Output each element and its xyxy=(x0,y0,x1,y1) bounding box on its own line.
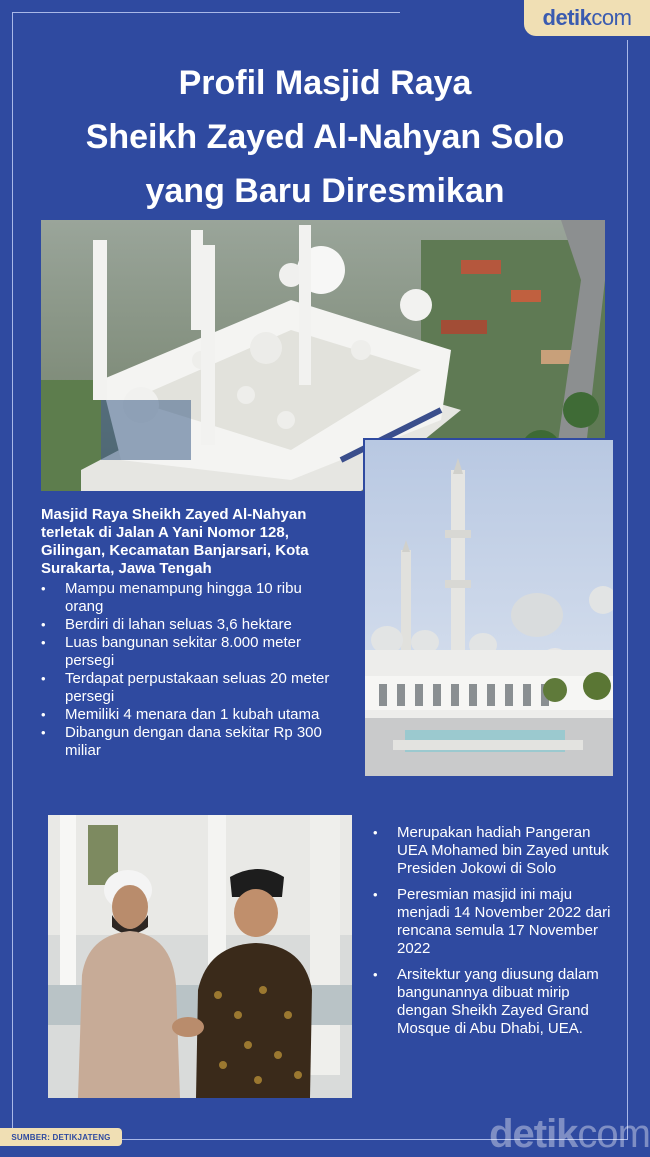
list-item: • Mampu menampung hingga 10 ribu orang xyxy=(41,580,341,616)
list-item: • Luas bangunan sekitar 8.000 meter persegi xyxy=(41,634,341,670)
list-item: • Terdapat perpustakaan seluas 20 meter persegi xyxy=(41,670,341,706)
watermark-light: com xyxy=(577,1112,650,1156)
logo-bold: detik xyxy=(542,5,592,30)
watermark-bold: detik xyxy=(489,1112,578,1156)
title-line-1: Profil Masjid Raya xyxy=(178,64,472,102)
list-item: • Memiliki 4 menara dan 1 kubah utama xyxy=(41,706,341,724)
detikcom-watermark xyxy=(489,1112,650,1157)
logo-light: com xyxy=(591,5,632,30)
intro-paragraph: Masjid Raya Sheikh Zayed Al-Nahyan terletak di Jalan A Yani Nomor 128, Gilingan, Kecamatan Banjarsari, Kota Surakarta, Jawa Tengah xyxy=(41,506,309,577)
source-label: SUMBER: DETIKJATENG xyxy=(0,1128,122,1146)
page-title xyxy=(30,56,620,218)
leaders-handshake-photo xyxy=(48,815,352,1098)
facts-list-left xyxy=(41,580,341,760)
list-item: • Dibangun dengan dana sekitar Rp 300 miliar xyxy=(41,724,341,760)
list-item: • Merupakan hadiah Pangeran UEA Mohamed bin Zayed untuk Presiden Jokowi di Solo xyxy=(373,824,613,878)
list-item: • Arsitektur yang diusung dalam bangunannya dibuat mirip dengan Sheikh Zayed Grand Mosque di Abu Dhabi, UEA. xyxy=(373,966,613,1038)
facts-list-right xyxy=(373,824,613,1046)
list-item: • Peresmian masjid ini maju menjadi 14 November 2022 dari rencana semula 17 November 2022 xyxy=(373,886,613,958)
detikcom-logo[interactable] xyxy=(524,0,650,36)
title-line-2: Sheikh Zayed Al-Nahyan Solo xyxy=(85,118,565,156)
title-line-3: yang Baru Diresmikan xyxy=(145,172,505,210)
mosque-minaret-photo xyxy=(363,438,615,778)
list-item: • Berdiri di lahan seluas 3,6 hektare xyxy=(41,616,341,634)
